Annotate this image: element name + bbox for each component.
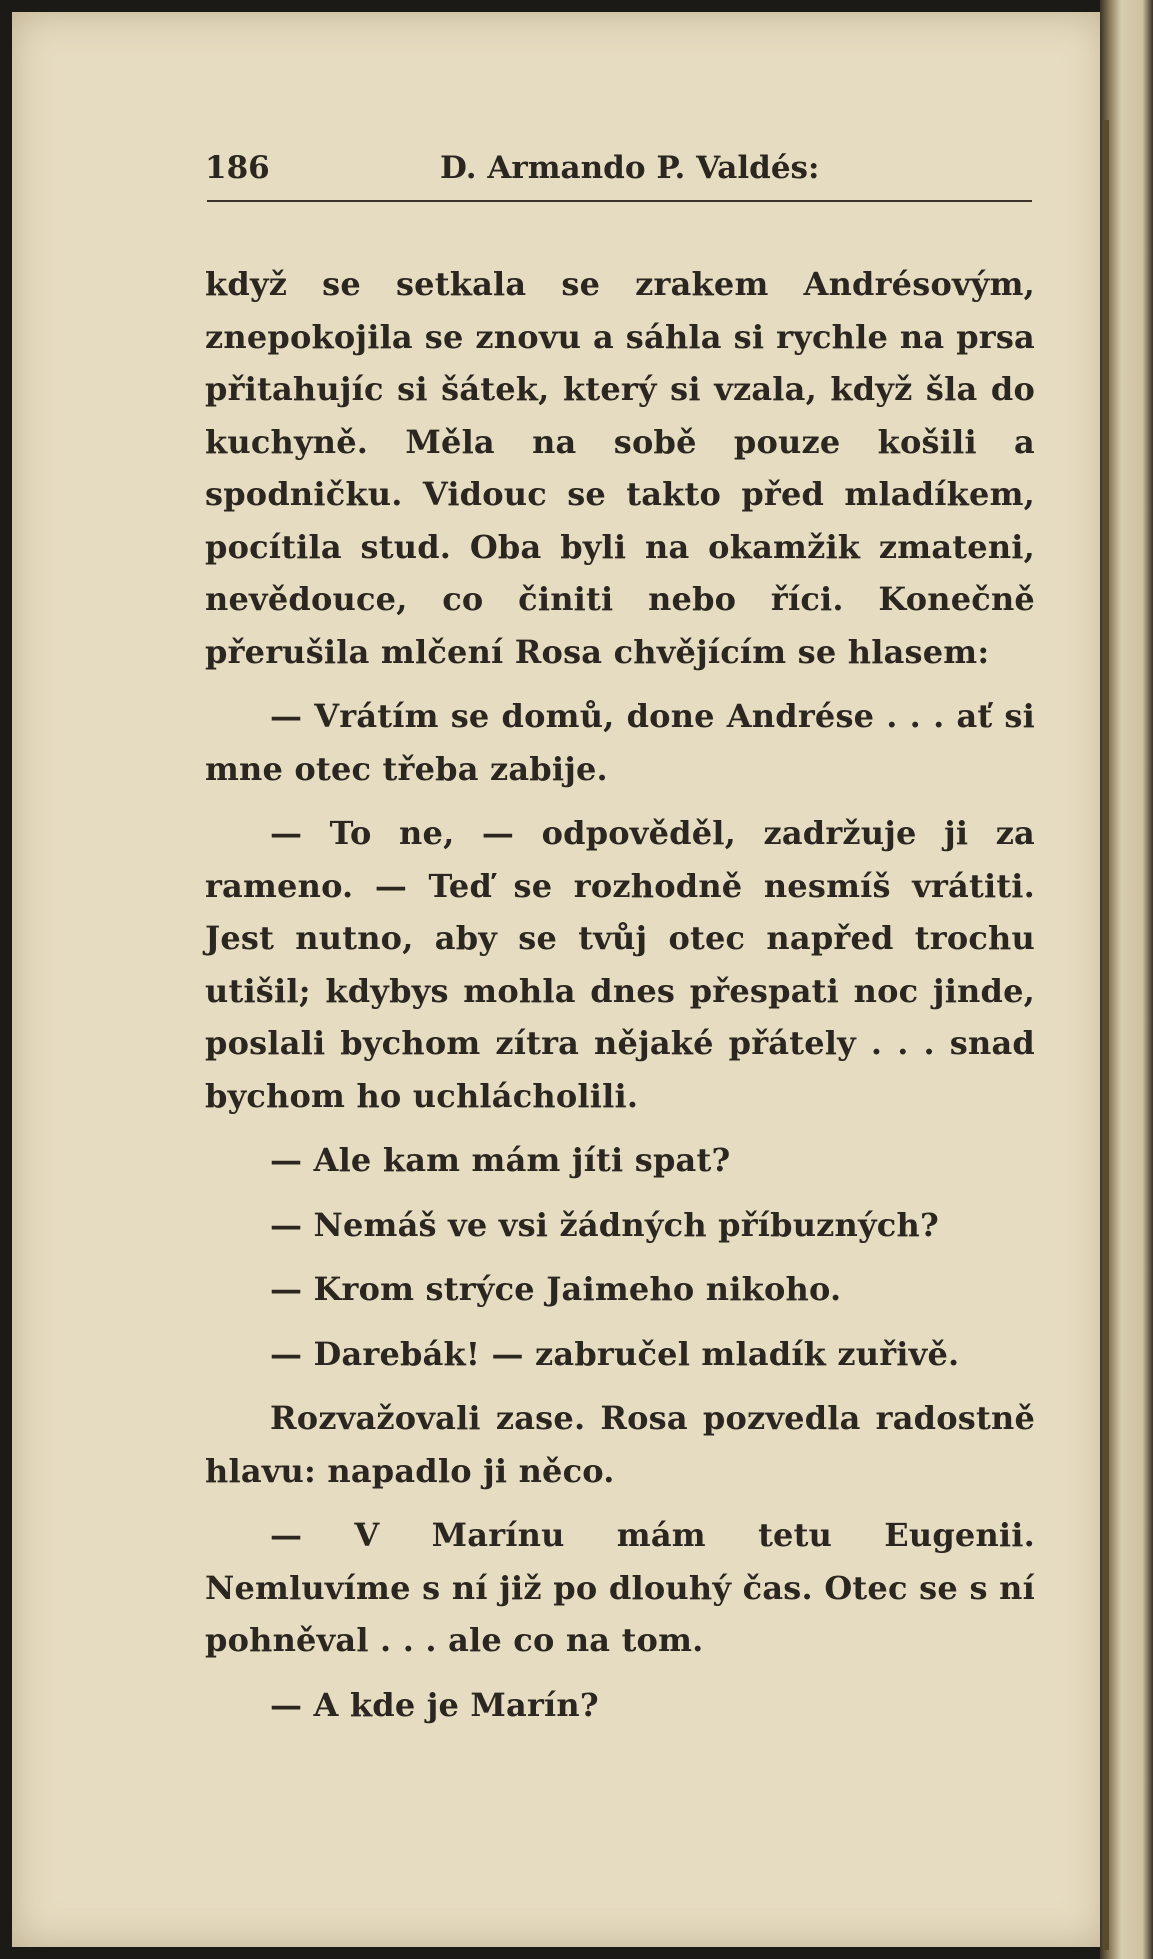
header-rule [207,200,1032,202]
page-number: 186 [205,150,270,186]
page-header [205,150,1035,194]
paragraph: Rozvažovali zase. Rosa pozvedla radostně hlavu: napadlo ji něco. [205,1399,1035,1490]
body-text [205,258,1035,1731]
running-head: D. Armando P. Valdés: [440,150,820,186]
paragraph: když se setkala se zrakem Andrésovým, znepokojila se znovu a sáhla si rychle na prsa přitahujíc si šátek, který si vzala, když šla do kuchyně. Měla na sobě pouze košili a spodničku. Vidouc se takto před mladíkem, pocítila stud. Oba byli na okamžik zmateni, nevědouce, co činiti nebo říci. Konečně přerušila mlčení Rosa chvějícím se hlasem: [205,265,1035,671]
paragraph: — Krom strýce Jaimeho nikoho. [270,1270,842,1308]
paragraph: — Ale kam mám jíti spat? [270,1141,731,1179]
paragraph: — Darebák! — zabručel mladík zuřivě. [270,1334,960,1373]
paragraph: — A kde je Marín? [270,1685,599,1724]
spine-edge [1104,120,1109,1950]
paragraph: — Vrátím se domů, done Andrése . . . ať si mne otec třeba zabije. [205,697,1035,788]
paragraph: — V Marínu mám tetu Eugenii. Nemluvíme s ní již po dlouhý čas. Otec se s ní pohněval . . . ale co na tom. [205,1516,1035,1659]
paragraph: — To ne, — odpověděl, zadržuje ji za rameno. — Teď se rozhodně nesmíš vrátiti. Jest nutno, aby se tvůj otec napřed trochu utišil; kdybys mohla dnes přespati noc jinde, poslali bychom zítra nějaké přátely . . . snad bychom ho uchlácholili. [205,814,1035,1115]
paragraph: — Nemáš ve vsi žádných příbuzných? [270,1205,939,1244]
